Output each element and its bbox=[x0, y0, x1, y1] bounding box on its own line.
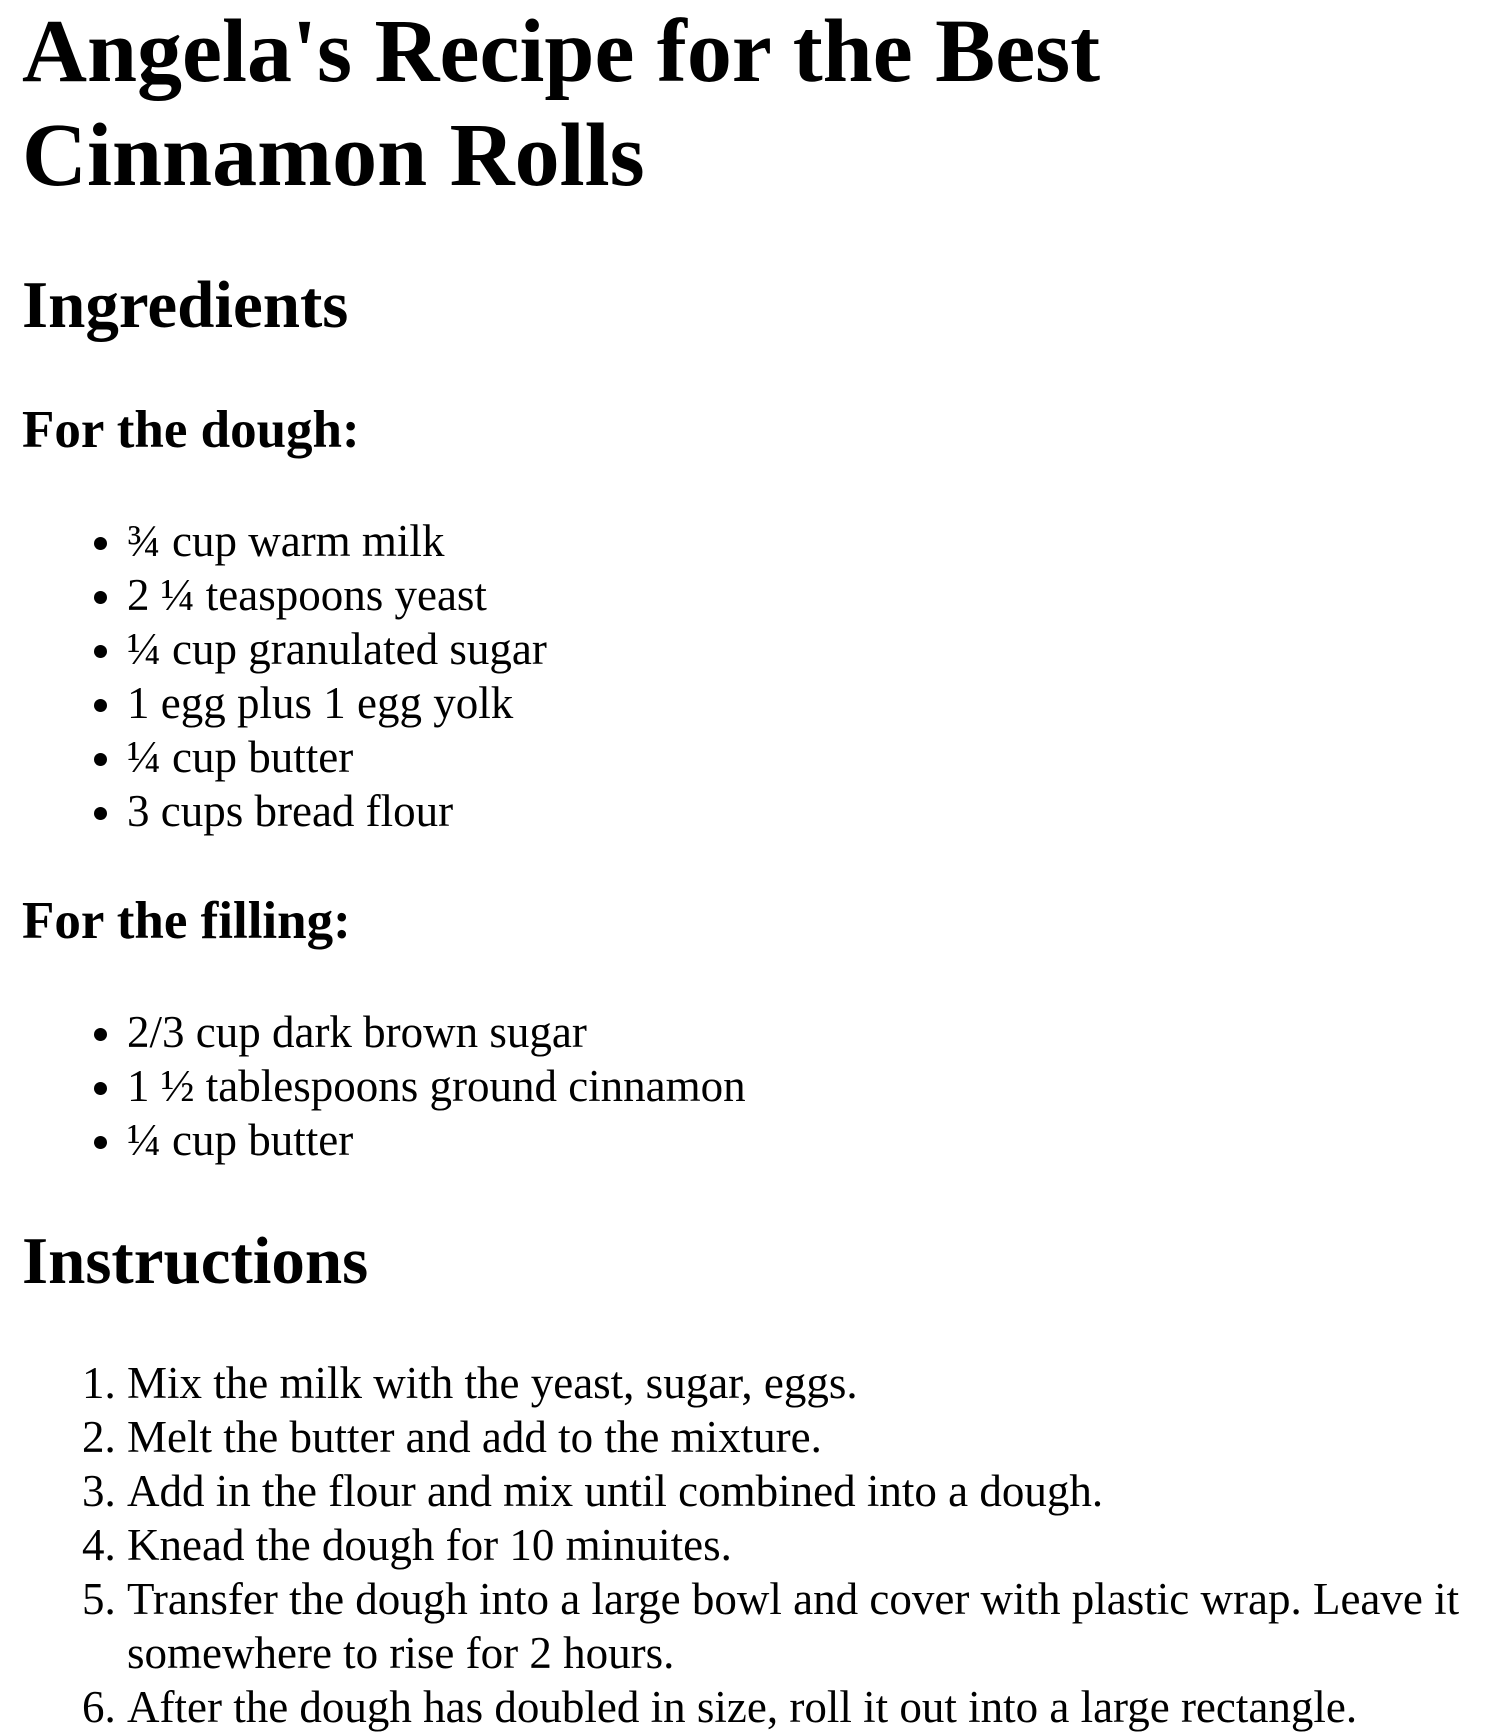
instructions-list bbox=[22, 1356, 1482, 1734]
dough-ingredient-item: • ¼ cup granulated sugar bbox=[127, 622, 1482, 676]
instruction-step: 4. Knead the dough for 10 minuites. bbox=[127, 1518, 1482, 1572]
dough-ingredient-item: • 2 ¼ teaspoons yeast bbox=[127, 568, 1482, 622]
dough-ingredient-item: • 3 cups bread flour bbox=[127, 784, 1482, 838]
filling-ingredient-item: • 1 ½ tablespoons ground cinnamon bbox=[127, 1059, 1482, 1113]
filling-ingredient-item: • ¼ cup butter bbox=[127, 1113, 1482, 1167]
filling-subheading: For the filling: bbox=[22, 891, 351, 950]
instruction-step: 1. Mix the milk with the yeast, sugar, eggs. bbox=[127, 1356, 1482, 1410]
instruction-step: 5. Transfer the dough into a large bowl and cover with plastic wrap. Leave it somewhere to rise for 2 hours. bbox=[127, 1572, 1482, 1680]
dough-ingredient-item: • ¼ cup butter bbox=[127, 730, 1482, 784]
ingredients-heading: Ingredients bbox=[22, 268, 349, 342]
dough-ingredient-item: • 1 egg plus 1 egg yolk bbox=[127, 676, 1482, 730]
dough-subheading: For the dough: bbox=[22, 401, 360, 460]
instruction-step: 3. Add in the flour and mix until combined into a dough. bbox=[127, 1464, 1482, 1518]
filling-ingredient-item: • 2/3 cup dark brown sugar bbox=[127, 1005, 1482, 1059]
dough-ingredient-item: • ¾ cup warm milk bbox=[127, 514, 1482, 568]
instructions-heading: Instructions bbox=[22, 1223, 369, 1298]
dough-ingredient-list bbox=[22, 514, 1482, 838]
instruction-step: 6. After the dough has doubled in size, roll it out into a large rectangle. bbox=[127, 1680, 1482, 1734]
page-title: Angela's Recipe for the Best Cinnamon Rolls bbox=[22, 2, 1101, 205]
filling-ingredient-list bbox=[22, 1005, 1482, 1167]
instruction-step: 2. Melt the butter and add to the mixture. bbox=[127, 1410, 1482, 1464]
